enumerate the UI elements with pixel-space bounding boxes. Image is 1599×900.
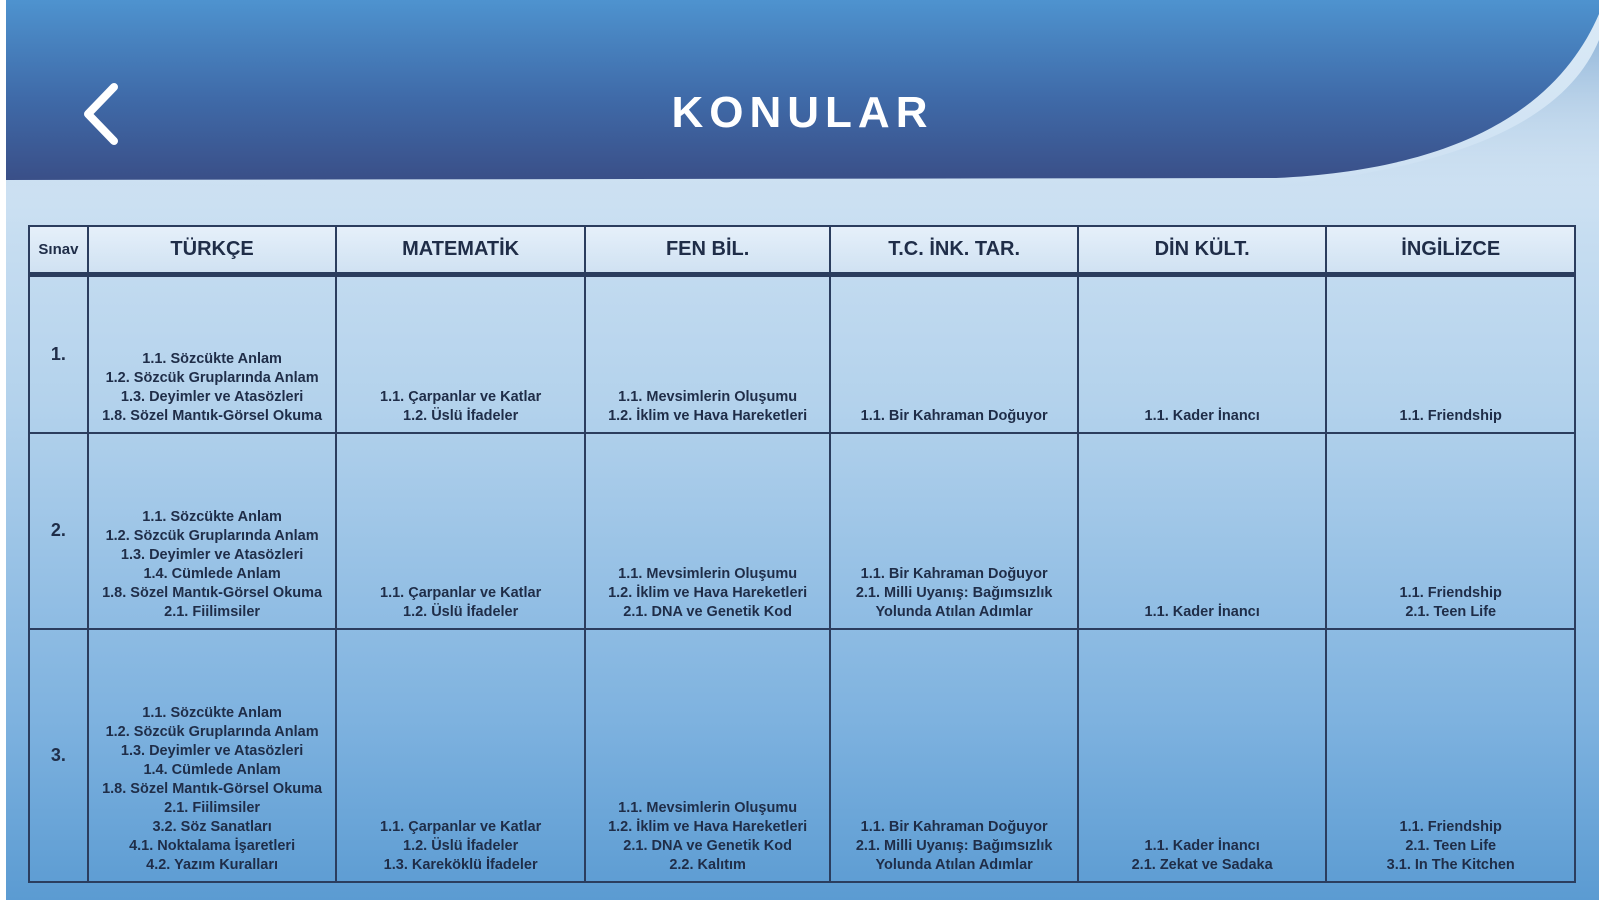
topic-item: 1.3. Deyimler ve Atasözleri [120,388,304,405]
topics-cell-matematik [336,433,585,629]
topic-item: 1.8. Sözel Mantık-Görsel Okuma [102,585,323,602]
topics-cell-inkilap [830,274,1078,433]
topic-item: 1.1. Mevsimlerin Oluşumu [618,388,798,405]
topic-item: 1.4. Cümlede Anlam [143,566,281,583]
table-row [29,433,1575,629]
topics-cell-din [1078,433,1327,629]
topic-item: 1.8. Sözel Mantık-Görsel Okuma [102,407,323,424]
topic-item: 1.1. Sözcükte Anlam [142,350,282,367]
topics-cell-matematik [336,629,585,882]
topic-item: 1.1. Sözcükte Anlam [142,705,282,721]
topic-item: 1.1. Bir Kahraman Doğuyor [860,819,1048,835]
topic-item: 1.2. Üslü İfadeler [403,604,519,621]
topics-cell-matematik [336,274,585,433]
topic-item: 3.1. In The Kitchen [1386,857,1515,873]
topic-item: 1.1. Çarpanlar ve Katlar [380,819,542,835]
topic-item: 2.1. Fiilimsiler [164,800,261,816]
topics-cell-fen [585,433,830,629]
topic-item: 2.1. Zekat ve Sadaka [1131,857,1273,873]
topics-cell-fen [585,629,830,882]
topic-item: 1.3. Kareköklü İfadeler [383,857,538,873]
topics-cell-turkce [88,433,337,629]
topics-cell-ingilizce [1326,274,1575,433]
topics-cell-fen [585,274,830,433]
topics-cell-turkce [88,274,337,433]
topic-item: 1.2. İklim ve Hava Hareketleri [608,407,808,424]
topic-item: 1.1. Friendship [1399,407,1502,424]
topics-cell-ingilizce [1326,629,1575,882]
column-header-matematik: MATEMATİK [336,226,585,274]
topic-item: 1.2. Sözcük Gruplarında Anlam [105,369,319,386]
exam-number: 1. [29,274,88,433]
column-header-turkce: TÜRKÇE [88,226,337,274]
topic-item: 2.1. DNA ve Genetik Kod [623,604,792,621]
topic-item: 1.2. Üslü İfadeler [403,407,519,424]
topic-item: 1.1. Çarpanlar ve Katlar [380,585,542,602]
topic-item: 2.1. Milli Uyanış: Bağımsızlık Yolunda Atılan Adımlar [855,838,1053,873]
screen [6,0,1599,900]
page-title: KONULAR [671,88,934,137]
topic-item: 1.1. Çarpanlar ve Katlar [380,388,542,405]
topic-item: 2.1. Milli Uyanış: Bağımsızlık Yolunda Atılan Adımlar [855,585,1053,621]
topic-item: 1.4. Cümlede Anlam [143,762,281,778]
topics-table-container [28,225,1576,883]
topic-item: 1.1. Mevsimlerin Oluşumu [618,800,798,816]
topics-cell-ingilizce [1326,433,1575,629]
topic-item: 1.3. Deyimler ve Atasözleri [120,743,304,759]
topic-item: 1.1. Bir Kahraman Doğuyor [860,407,1048,424]
topic-item: 1.1. Kader İnancı [1144,407,1260,424]
column-header-din: DİN KÜLT. [1078,226,1327,274]
topic-item: 1.1. Friendship [1399,585,1502,602]
topic-item: 1.2. Üslü İfadeler [403,838,519,854]
column-header-sinav: Sınav [29,226,88,274]
topics-cell-turkce [88,629,337,882]
topics-table [28,225,1576,883]
topics-cell-din [1078,629,1327,882]
exam-number: 3. [29,629,88,882]
topics-cell-inkilap [830,433,1078,629]
topic-item: 2.1. DNA ve Genetik Kod [623,838,792,854]
exam-number: 2. [29,433,88,629]
table-header-row [29,226,1575,274]
topic-item: 2.2. Kalıtım [669,857,746,873]
topic-item: 2.1. Fiilimsiler [164,604,261,621]
column-header-fen: FEN BİL. [585,226,830,274]
column-header-inkilap: T.C. İNK. TAR. [830,226,1078,274]
topic-item: 1.1. Friendship [1399,819,1502,835]
topic-item: 1.1. Kader İnancı [1144,604,1260,621]
topic-item: 4.2. Yazım Kuralları [146,857,279,873]
topic-item: 1.2. İklim ve Hava Hareketleri [608,585,808,602]
topics-cell-din [1078,274,1327,433]
topics-cell-inkilap [830,629,1078,882]
topic-item: 4.1. Noktalama İşaretleri [129,838,296,854]
topic-item: 1.2. Sözcük Gruplarında Anlam [105,528,319,545]
topic-item: 1.3. Deyimler ve Atasözleri [120,547,304,564]
topic-item: 2.1. Teen Life [1405,604,1497,621]
topic-item: 1.1. Mevsimlerin Oluşumu [618,566,798,583]
table-row [29,629,1575,882]
column-header-ingilizce: İNGİLİZCE [1326,226,1575,274]
table-row [29,274,1575,433]
topic-item: 1.1. Bir Kahraman Doğuyor [860,566,1048,583]
topic-item: 2.1. Teen Life [1405,838,1497,854]
topic-item: 1.1. Kader İnancı [1144,838,1260,854]
topic-item: 1.8. Sözel Mantık-Görsel Okuma [102,781,323,797]
topic-item: 1.2. İklim ve Hava Hareketleri [608,819,808,835]
topic-item: 1.2. Sözcük Gruplarında Anlam [105,724,319,740]
topic-item: 1.1. Sözcükte Anlam [142,509,282,526]
topic-item: 3.2. Söz Sanatları [152,819,272,835]
